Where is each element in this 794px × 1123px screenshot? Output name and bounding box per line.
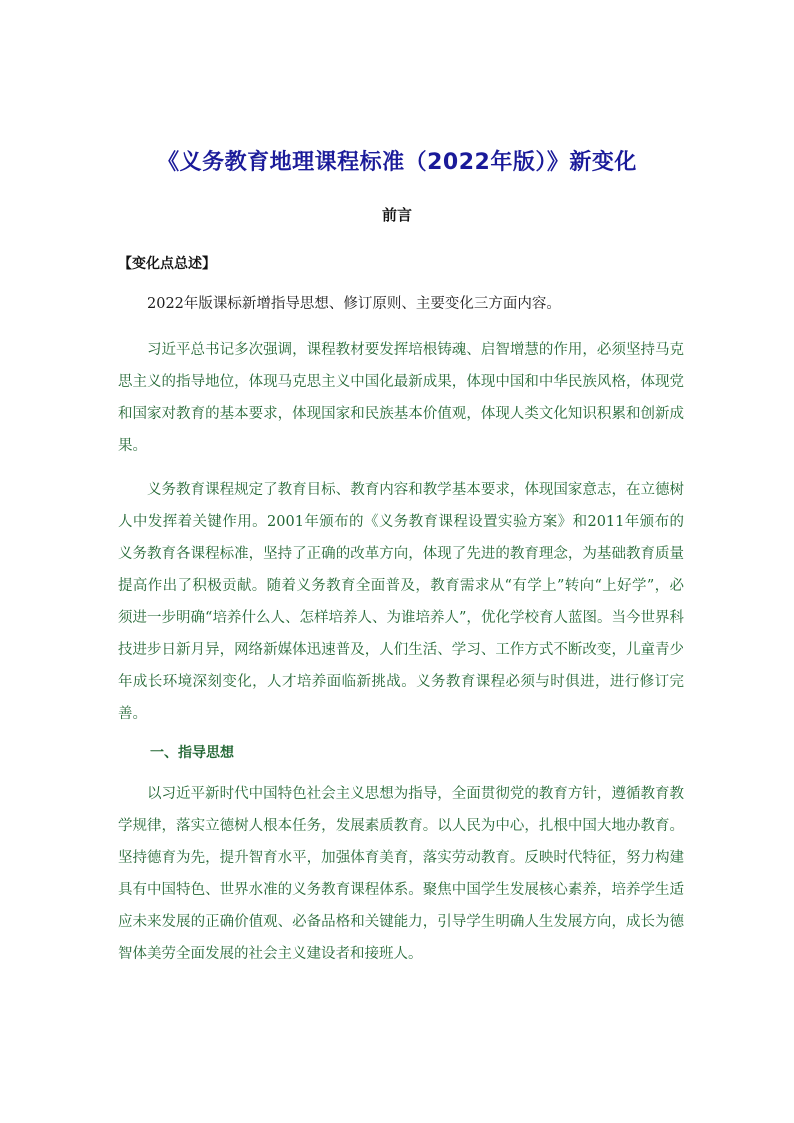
document-title: 《义务教育地理课程标准（2022年版）》新变化	[157, 150, 637, 175]
section-title-preface: 前言	[381, 206, 412, 224]
paragraph-guiding-ideology: 以习近平新时代中国特色社会主义思想为指导，全面贯彻党的教育方针，遵循教育教学规律，落实立德树人根本任务，发展素质教育。以人民为中心，扎根中国大地办教育。坚持德育为先，提升智育水平，加强体育美育，落实劳动教育。反映时代特征，努力构建具有中国特色、世界水准的义务教育课程体系。聚焦中国学生发展核心素养，培养学生适应未来发展的正确价值观、必备品格和关键能力，引导学生明确人生发展方向，成长为德智体美劳全面发展的社会主义建设者和接班人。	[118, 786, 684, 962]
paragraph-overview: 2022年版课标新增指导思想、修订原则、主要变化三方面内容。	[147, 296, 561, 312]
paragraph-curriculum-background: 义务教育课程规定了教育目标、教育内容和教学基本要求，体现国家意志，在立德树人中发挥着关键作用。2001年颁布的《义务教育课程设置实验方案》和2011年颁布的义务教育各课程标准，坚持了正确的改革方向，体现了先进的教育理念，为基础教育质量提高作出了积极贡献。随着义务教育全面普及，教育需求从“有学上”转向“上好学”，必须进一步明确“培养什么人、怎样培养人、为谁培养人”，优化学校育人蓝图。当今世界科技进步日新月异，网络新媒体迅速普及，人们生活、学习、工作方式不断改变，儿童青少年成长环境深刻变化，人才培养面临新挑战。义务教育课程必须与时俱进，进行修订完善。	[118, 482, 684, 722]
paragraph-xi-remarks: 习近平总书记多次强调，课程教材要发挥培根铸魂、启智增慧的作用，必须坚持马克思主义的指导地位，体现马克思主义中国化最新成果，体现中国和中华民族风格，体现党和国家对教育的基本要求，体现国家和民族基本价值观，体现人类文化知识积累和创新成果。	[118, 342, 684, 454]
heading-guiding-ideology: 一、指导思想	[150, 745, 234, 761]
change-summary-label: 【变化点总述】	[118, 256, 216, 272]
